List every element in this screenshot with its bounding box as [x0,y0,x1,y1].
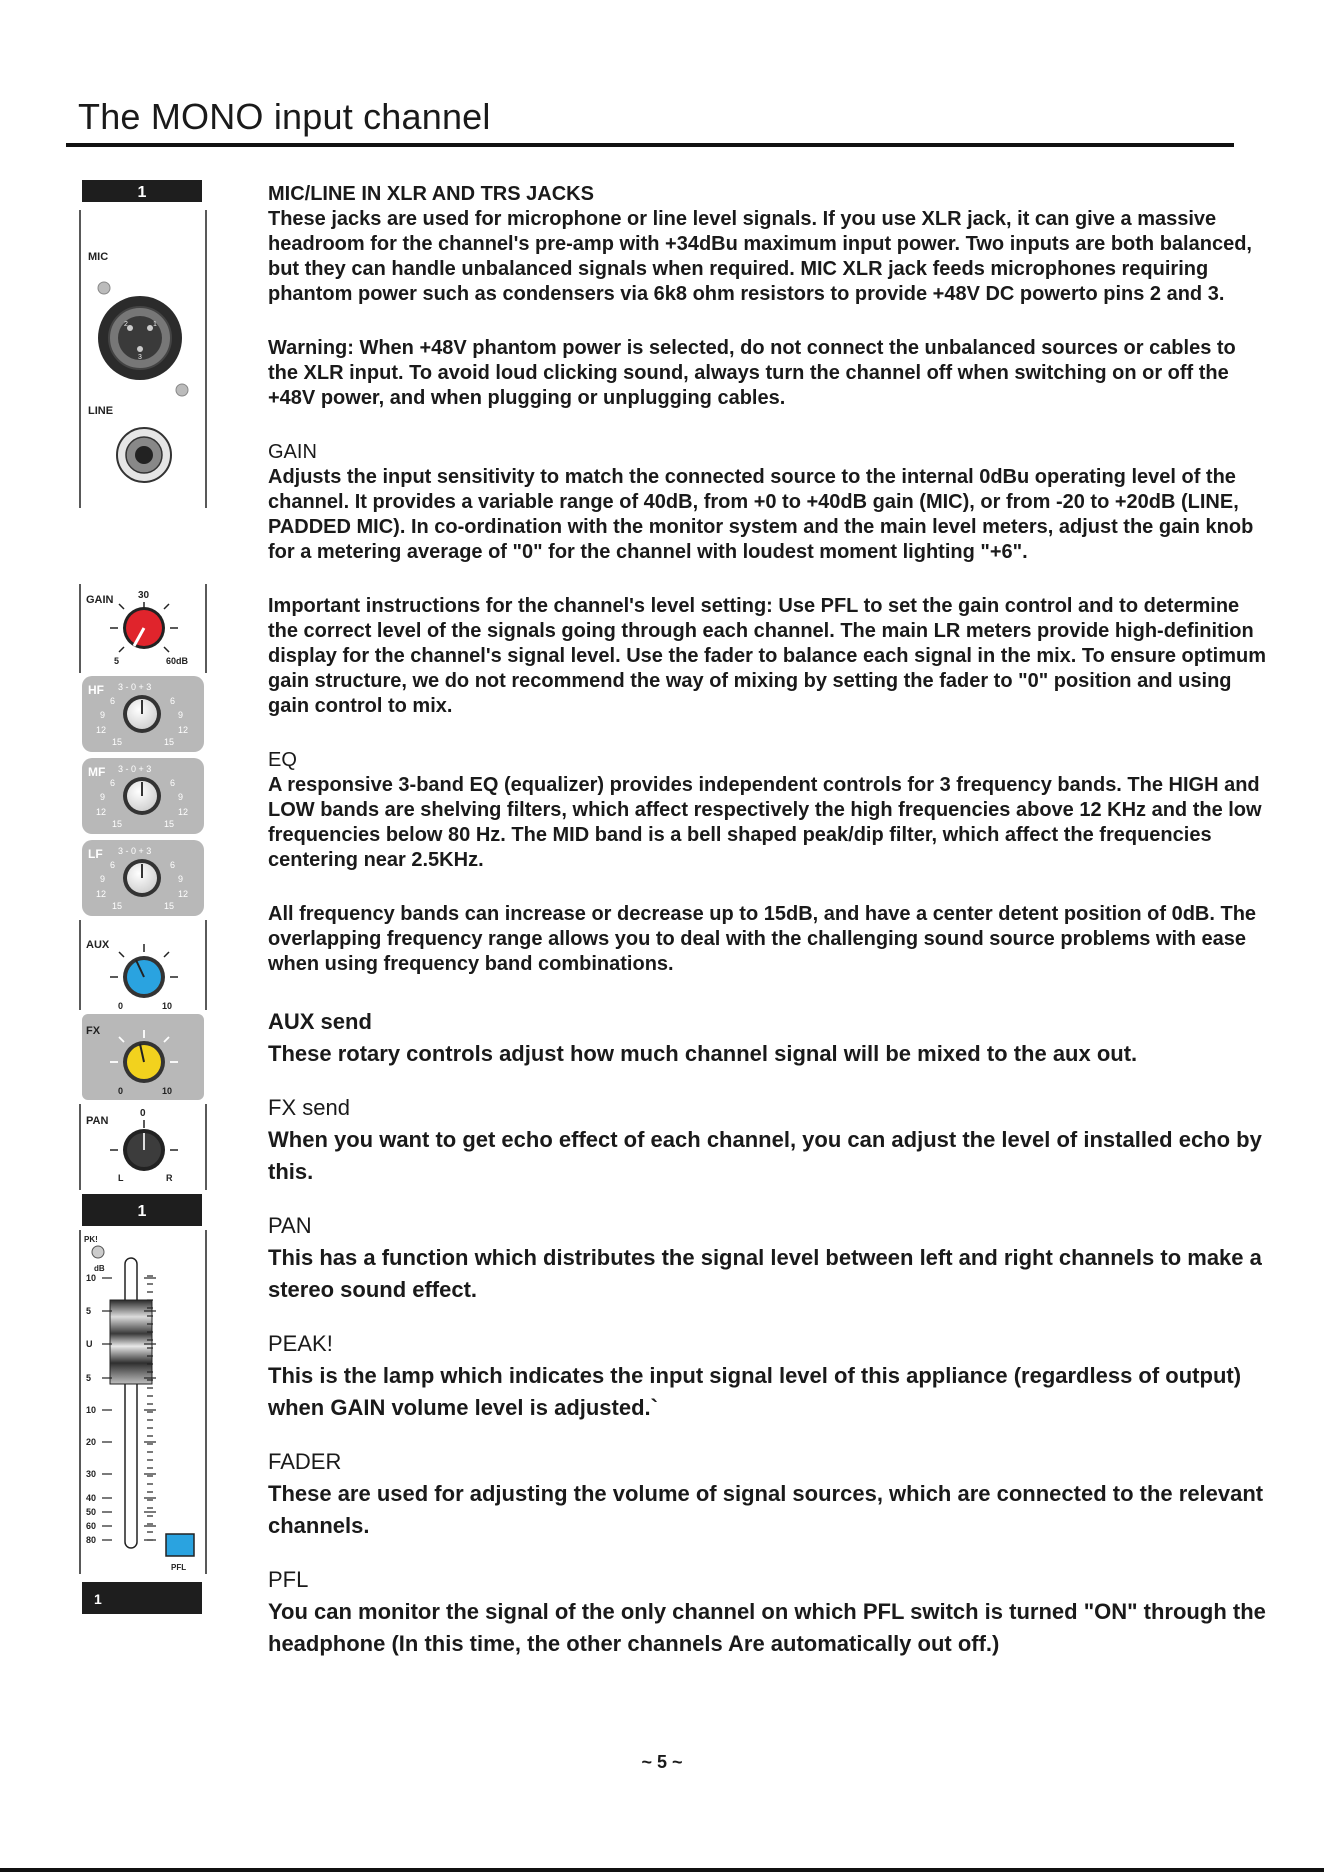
section-mic-line [268,182,1268,307]
section-body: Important instructions for the channel's level setting: Use PFL to set the gain control and to determine the correct level of the signals going through each channel. The main LR meters provide high-definition display for the channel's signal level. Use the fader to balance each signal in the mix. To ensure optimum gain structure, we do not recommend the way of mixing by setting the fader to "0" position and using gain control to mix. [268,595,1266,717]
svg-text:0: 0 [140,1108,146,1119]
fader-cap-icon [110,1300,152,1384]
svg-text:3 - 0 + 3: 3 - 0 + 3 [118,846,152,856]
svg-text:9: 9 [100,710,106,720]
section-body: This has a function which distributes the signal level between left and right channels to make a stereo sound effect. [268,1245,1262,1302]
section-heading: EQ [268,749,297,771]
svg-text:6: 6 [170,860,176,870]
pfl-button-icon [166,1534,194,1556]
svg-text:9: 9 [178,710,184,720]
section-body: These rotary controls adjust how much channel signal will be mixed to the aux out. [268,1041,1138,1066]
fader-scale-label: 40 [86,1493,97,1503]
svg-text:9: 9 [178,874,184,884]
svg-text:R: R [166,1173,173,1183]
svg-text:12: 12 [178,889,189,899]
svg-text:L: L [118,1173,124,1183]
gain-label: GAIN [86,594,114,606]
svg-text:6: 6 [110,696,116,706]
section-body: When you want to get echo effect of each channel, you can adjust the level of installed echo by this. [268,1127,1262,1184]
svg-text:10: 10 [162,1001,173,1011]
svg-text:9: 9 [178,792,184,802]
fader-scale-label: 20 [86,1437,97,1447]
section-heading: MIC/LINE IN XLR AND TRS JACKS [268,183,594,205]
fader-scale-label: 80 [86,1535,97,1545]
section-body: These jacks are used for microphone or line level signals. If you use XLR jack, it can give a massive headroom for the channel's pre-amp with +34dBu maximum input power. Two inputs are both balanced, but they can handle unbalanced signals when required. MIC XLR jack feeds microphones requiring phantom power such as condensers via 6k8 ohm resistors to provide +48V DC powerto pins 2 and 3. [268,208,1252,305]
section-fader [268,1446,1268,1542]
section-body: A responsive 3-band EQ (equalizer) provides independent controls for 3 frequency bands. The HIGH and LOW bands are shelving filters, which affect respectively the high frequencies above 12 KHz and the low frequencies below 80 Hz. The MID band is a bell shaped peak/dip filter, which affect the frequencies centering near 2.5KHz. [268,774,1262,871]
svg-text:15: 15 [112,737,123,747]
svg-text:15: 15 [164,901,175,911]
svg-text:0: 0 [118,1086,124,1096]
fx-label: FX [86,1025,101,1037]
svg-text:6: 6 [170,778,176,788]
bottom-rule [0,1868,1324,1872]
fader-scale-label: 10 [86,1405,97,1415]
section-heading: AUX send [268,1009,372,1034]
svg-text:12: 12 [178,725,189,735]
section-fx [268,1092,1268,1188]
section-heading: GAIN [268,441,317,463]
db-label: dB [94,1264,105,1273]
svg-text:1: 1 [137,1203,147,1220]
svg-text:HF: HF [88,683,104,697]
svg-text:12: 12 [178,807,189,817]
pfl-label: PFL [171,1563,187,1572]
section-heading: PFL [268,1567,309,1592]
svg-text:15: 15 [112,819,123,829]
channel-strip-illustration [78,178,218,1618]
section-gain [268,440,1268,565]
pan-label: PAN [86,1115,109,1127]
section-body: You can monitor the signal of the only channel on which PFL switch is turned "ON" through the headphone (In this time, the other channels Are automatically out off.) [268,1599,1266,1656]
section-body: All frequency bands can increase or decrease up to 15dB, and have a center detent position of 0dB. The overlapping frequency range allows you to deal with the challenging sound source problems with ease when using frequency band combinations. [268,903,1257,975]
svg-text:1: 1 [94,1591,102,1607]
svg-text:9: 9 [100,874,106,884]
svg-text:LF: LF [88,847,103,861]
mf-knob-panel [82,758,204,834]
line-screw-icon [176,384,188,396]
svg-text:0: 0 [118,1001,124,1011]
peak-label: PK! [84,1235,98,1244]
svg-text:15: 15 [112,901,123,911]
fader-scale-label: U [86,1339,93,1349]
svg-text:10: 10 [162,1086,173,1096]
peak-led-icon [92,1246,104,1258]
page-number: ~ 5 ~ [641,1752,683,1772]
section-level-setting [268,594,1268,719]
aux-label: AUX [86,939,110,951]
section-heading: PEAK! [268,1331,333,1356]
section-peak [268,1328,1268,1424]
svg-text:60dB: 60dB [166,656,189,666]
hf-knob-panel [82,676,204,752]
title-rule [66,143,1234,147]
line-label: LINE [88,405,114,417]
section-eq-bands [268,902,1268,977]
mic-screw-icon [98,282,110,294]
section-pan [268,1210,1268,1306]
section-aux [268,1006,1268,1070]
svg-text:15: 15 [164,737,175,747]
lf-knob-panel [82,840,204,916]
section-body: Warning: When +48V phantom power is selected, do not connect the unbalanced sources or cables to the XLR input. To avoid loud clicking sound, always turn the channel off when switching on or off the +48V power, and when plugging or unplugging cables. [268,337,1236,409]
svg-text:12: 12 [96,889,107,899]
svg-text:5: 5 [114,656,120,666]
fader-scale-label: 10 [86,1273,97,1283]
svg-text:3 - 0 + 3: 3 - 0 + 3 [118,764,152,774]
section-body: Adjusts the input sensitivity to match the connected source to the internal 0dBu operating level of the channel. It provides a variable range of 40dB, from +0 to +40dB gain (MIC), or from -20 to +20dB (LINE, PADDED MIC). In co-ordination with the monitor system and the main level meters, adjust the gain knob for a metering average of "0" for the channel with loudest moment lighting "+6". [268,466,1254,563]
section-body: These are used for adjusting the volume of signal sources, which are connected to the relevant channels. [268,1481,1264,1538]
section-pfl [268,1564,1268,1660]
svg-text:6: 6 [110,778,116,788]
fader-scale-label: 30 [86,1469,97,1479]
svg-text:3: 3 [138,354,142,361]
svg-text:6: 6 [170,696,176,706]
channel-number-top: 1 [137,184,147,201]
fader-scale-label: 5 [86,1373,92,1383]
gain-scale-top: 30 [138,590,150,601]
fader-scale-label: 60 [86,1521,97,1531]
svg-text:9: 9 [100,792,106,802]
svg-text:15: 15 [164,819,175,829]
section-warning [268,336,1268,411]
fader-scale-label: 50 [86,1507,97,1517]
content-column [268,182,1268,1682]
fader-scale-label: 5 [86,1306,92,1316]
section-eq [268,748,1268,873]
section-heading: FADER [268,1449,342,1474]
fader-scale [86,1273,96,1545]
section-body: This is the lamp which indicates the input signal level of this appliance (regardless of output) when GAIN volume level is adjusted.` [268,1363,1242,1420]
svg-text:6: 6 [110,860,116,870]
svg-text:3 - 0 + 3: 3 - 0 + 3 [118,682,152,692]
section-heading: PAN [268,1213,312,1238]
svg-text:12: 12 [96,725,107,735]
svg-text:2: 2 [124,321,128,328]
svg-text:MF: MF [88,765,106,779]
svg-text:12: 12 [96,807,107,817]
page-title: The MONO input channel [78,96,491,137]
svg-text:1: 1 [153,321,157,328]
section-heading: FX send [268,1095,350,1120]
mic-label: MIC [88,251,109,263]
